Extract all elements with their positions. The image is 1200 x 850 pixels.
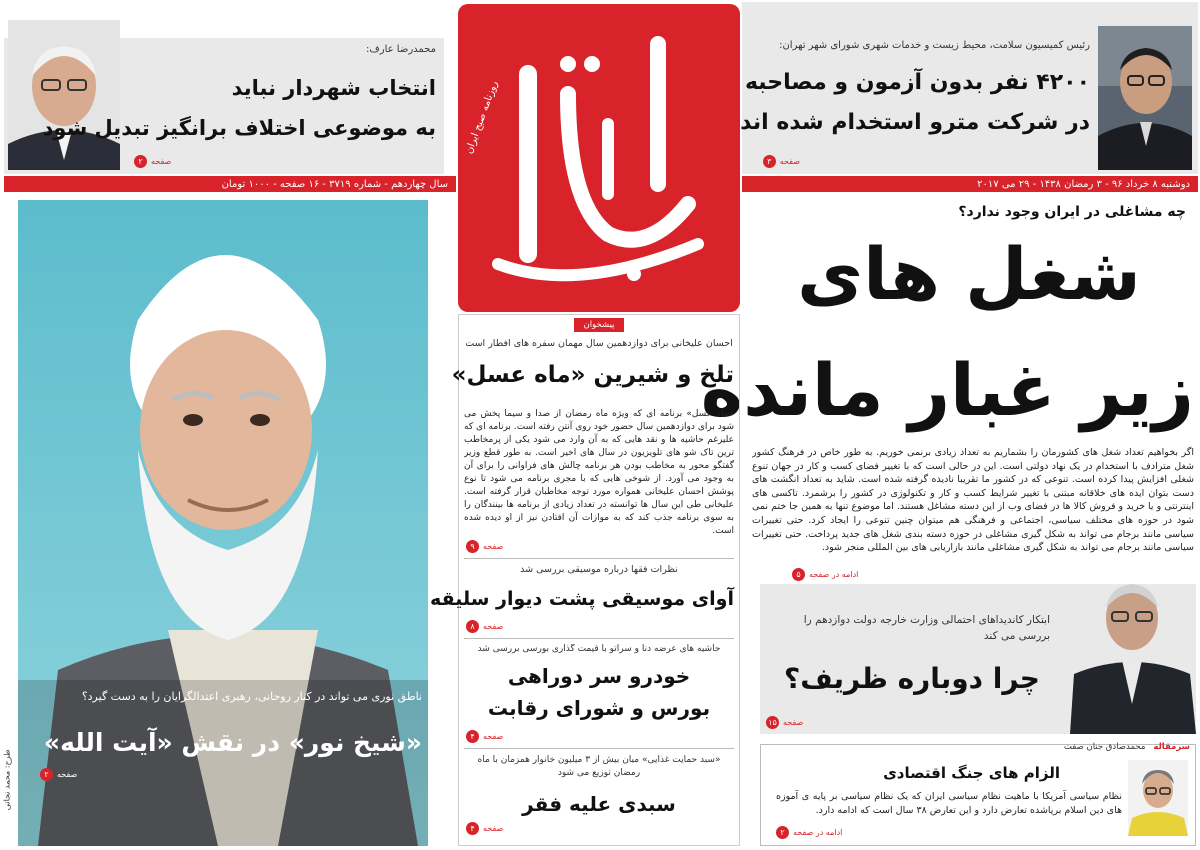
page-label: صفحه (483, 732, 504, 741)
story2-kicker: نظرات فقها درباره موسیقی بررسی شد (520, 564, 678, 575)
page-number-badge: ۴ (466, 730, 479, 743)
page-label: صفحه (779, 157, 800, 166)
page-number-badge: ۹ (466, 540, 479, 553)
masthead-tagline: روزنامه صبح ایران (463, 79, 501, 156)
page-number-badge: ۲ (40, 768, 53, 781)
date-line: دوشنبه ۸ خرداد ۹۶ - ۳ رمضان ۱۴۳۸ - ۲۹ می ۲۰۱۷ (977, 178, 1190, 190)
story4-kicker: «سبد حمایت غذایی» میان بیش از ۳ میلیون خانوار همزمان با ماه رمضان توزیع می شود (477, 755, 721, 778)
editorial-page-ref (776, 826, 842, 839)
editorial-author: محمدصادق جنان صفت (1063, 742, 1146, 752)
story3-kicker: حاشیه های عرضه دنا و سراتو با قیمت گذاری بورسی بررسی شد (477, 644, 721, 654)
story3-headline-2: بورس و شورای رقابت (487, 696, 711, 720)
page-number-badge: ۳ (763, 155, 776, 168)
story4-headline: سبدی علیه فقر (522, 792, 676, 816)
editorial-label: سرمقاله (1153, 742, 1190, 752)
story1-kicker: احسان علیخانی برای دوازدهمین سال مهمان سفره های افطار است (465, 338, 733, 349)
page-label: صفحه (151, 157, 172, 166)
page-label: صفحه (483, 542, 504, 551)
zarif-portrait-photo (1060, 564, 1196, 734)
top-left-kicker: محمدرضا عارف: (366, 44, 436, 55)
date-bar (742, 176, 1198, 192)
zarif-page-ref (766, 716, 803, 729)
editorial-headline: الزام های جنگ اقتصادی (883, 764, 1060, 782)
divider (464, 748, 734, 749)
editorial-header (1064, 742, 1190, 752)
main-story-headline-1: شغل های (797, 232, 1141, 316)
issue-bar (4, 176, 456, 192)
main-story-headline-2: زیر غبار مانده (700, 348, 1194, 432)
top-right-kicker: رئیس کمیسیون سلامت، محیط زیست و خدمات شهری شورای شهر تهران: (779, 40, 1090, 51)
page-label: صفحه (783, 718, 804, 727)
story2-headline: آوای موسیقی پشت دیوار سلیقه (430, 588, 734, 610)
story1-body: «ماه عسل» برنامه ای که ویژه ماه رمضان از صدا و سیما پخش می شود برای دوازدهمین سال حضور خود روی آنتن رفته است. برنامه ای که علیرغم حاشیه ها و نقد هایی که به آن وارد می شود یکی از پرمخاطب ترین تاک شو های تلویزیون در سال های اخیر است. به طور قطع وزیر گفتگو محور به مخاطب بودن هر برنامه چالش های فراوانی را برای آن به وجود می آورد. از شوخی هایی که با مجری برنامه می شود تا نوع پوشش احسان علیخانی همواره مورد توجه مخاطبان قرار گرفته است. علیخانی طی این سال ها توانسته در تعداد زیادی از برنامه ها بینندگان را به سوی برنامه جذب کند که به موازات آن افتادن نیز از او دیده شده است. (464, 409, 734, 536)
divider (464, 558, 734, 559)
story2-page-ref (466, 620, 503, 633)
top-left-headline-2: به موضوعی اختلاف برانگیز تبدیل شود (42, 116, 436, 140)
editorial-author-photo (1128, 760, 1188, 836)
top-right-page-ref (763, 155, 800, 168)
page-number-badge: ۸ (466, 620, 479, 633)
story1-page-ref (466, 540, 503, 553)
official-portrait-photo (1098, 26, 1192, 170)
section-label: پیشخوان (574, 318, 624, 332)
nouri-kicker: ناطق نوری می تواند در کنار روحانی، رهبری اعتدالگرایان را به دست گیرد؟ (81, 690, 422, 703)
editorial-body: نظام سیاسی آمریکا با ماهیت نظام سیاسی ایران که یک نظام سیاسی بر پایه ی آموزه های دین اسلام برپاشده تعارض دارد و این تعارض ۳۸ سال است که ادامه دارد. (776, 791, 1122, 816)
story3-headline-1: خودرو سر دوراهی (507, 664, 691, 688)
zarif-kicker: ابتکار کاندیداهای احتمالی وزارت خارجه دولت دوازدهم را بررسی می کند (803, 614, 1050, 642)
page-label: صفحه (57, 770, 78, 779)
continue-label: ادامه در صفحه (793, 828, 843, 837)
aref-portrait-photo (8, 20, 120, 170)
story4-page-ref (466, 822, 503, 835)
page-label: صفحه (483, 824, 504, 833)
main-story-page-ref (792, 568, 858, 581)
design-credit: طرح: محمد نجاتی (2, 749, 12, 811)
issue-line: سال چهاردهم - شماره ۳۷۱۹ - ۱۶ صفحه - ۱۰۰۰ تومان (221, 178, 448, 190)
zarif-headline: چرا دوباره ظریف؟ (783, 662, 1040, 695)
main-story-body: اگر بخواهیم تعداد شغل های کشورمان را بشماریم به تعداد زیادی برنمی خوریم. به طور خاص در فرهنگ کشور شغل مترادف با استخدام در یک نهاد دولتی است. این در حالی است که با تغییر فضای کسب و کار در جهان تنوع شغلی افزایش پیدا کرده است. تنوعی که در کشور ما تقریبا نادیده گرفته شده است. شاید به تعداد انگشت های دست بتوان ایده های خلاقانه مبتنی با تغییر شرایط کسب و کار و تکنولوژی در کشور را برشمرد. تاکسی های اینترنتی و یا خرید و فروش کالا ها در فضای وب از این دسته مشاغل هستند. اما موضوع تنها به همین جا ختم نمی شود در حوزه های مختلف سیاسی، اجتماعی و فرهنگی هم میتوان چنین تنوعی را ایجاد کرد. حتی تغییرات سیاسی مانند برجام می تواند به شکل گیری مشاغلی در حوزه دسته بندی شغل های جدید پرداخت. حتی تغییرات سیاسی مانند برجام می تواند به شکل گیری مشاغلی مانند بازاریابی های بین المللی منجر شود. (752, 447, 1194, 554)
page-number-badge: ۱۵ (766, 716, 779, 729)
continue-label: ادامه در صفحه (809, 570, 859, 579)
story1-headline: تلخ و شیرین «ماه عسل» (451, 362, 734, 388)
top-right-headline-2: در شرکت مترو استخدام شده اند (740, 110, 1090, 135)
page-label: صفحه (483, 622, 504, 631)
divider (464, 638, 734, 639)
page-number-badge: ۴ (466, 822, 479, 835)
nouri-page-ref (40, 768, 77, 781)
top-right-headline-1: ۴۲۰۰ نفر بدون آزمون و مصاحبه (744, 70, 1090, 95)
page-number-badge: ۵ (792, 568, 805, 581)
page-number-badge: ۲ (134, 155, 147, 168)
main-story-kicker: چه مشاغلی در ایران وجود ندارد؟ (958, 204, 1186, 220)
page-number-badge: ۲ (776, 826, 789, 839)
nouri-headline: «شیخ نور» در نقش «آیت الله» (43, 728, 422, 757)
story3-page-ref (466, 730, 503, 743)
top-left-headline-1: انتخاب شهردار نباید (231, 76, 436, 100)
top-left-page-ref (134, 155, 171, 168)
